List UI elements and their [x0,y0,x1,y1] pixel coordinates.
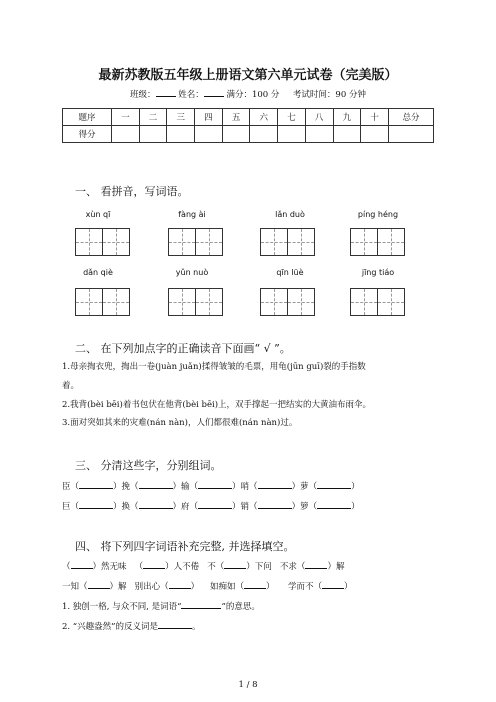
char-label: 巨（ [62,502,80,512]
idiom-part: ） [190,582,200,592]
idiom-row [62,580,452,593]
score-label: 得分 [63,126,112,143]
class-label: 班级： [130,90,156,100]
char-label: ）哨（ [232,482,258,492]
answer-blank[interactable] [258,500,292,509]
full-score: 满分：100 分 [226,90,280,100]
score-input[interactable] [389,126,434,143]
score-input[interactable] [278,126,306,143]
idiom-part: ）解 [327,562,345,572]
question-text: ”的意思。 [221,602,260,612]
name-blank[interactable] [204,88,224,97]
name-label: 姓名： [178,90,204,100]
word-row [62,500,452,513]
section-1-heading: 一、 看拼音，写词语。 [75,185,189,198]
writing-grid[interactable] [168,288,223,316]
idiom-part: ）人不倦 [165,562,200,572]
question-line: 2.我背(bèi bēi)着书包伏在他背(bèi bēi)上，双手撑起一把结实的大黄油布雨伞。 [62,400,372,410]
idiom-part: ） [266,582,275,592]
idiom-part: 一知（ [62,582,88,592]
page-title: 最新苏教版五年级上册语文第六单元试卷（完美版） [98,68,398,83]
char-label: 臣（ [62,482,80,492]
idiom-part: ）解 [109,582,127,592]
score-input[interactable] [250,126,278,143]
writing-grid[interactable] [75,288,130,316]
pinyin-label: píng héng [357,210,399,219]
score-value-row [63,126,434,143]
char-label: ）萝（ [291,482,318,492]
answer-blank[interactable] [169,580,191,589]
idiom-row [62,560,452,573]
answer-blank[interactable] [158,620,192,629]
score-input[interactable] [195,126,223,143]
section-4-heading: 四、 将下列四字词语补充完整, 并选择填空。 [75,540,295,553]
idiom-part: ） [344,582,353,592]
answer-blank[interactable] [139,500,173,509]
answer-blank[interactable] [79,500,113,509]
answer-blank[interactable] [305,560,327,569]
question-line [62,620,452,633]
word-row [62,480,452,493]
question-text: 1. 独创一格, 与众不同, 是词语“ [62,602,182,612]
exam-time: 考试时间：90 分钟 [292,90,366,100]
pinyin-label: yǔn nuò [175,268,209,277]
answer-blank[interactable] [71,560,93,569]
pinyin-label: fàng ài [178,210,206,219]
writing-grid[interactable] [75,228,130,256]
score-input[interactable] [112,126,140,143]
answer-blank[interactable] [143,560,165,569]
score-input[interactable] [305,126,333,143]
char-label: ）输（ [172,482,199,492]
idiom-part: 不（ [207,562,225,572]
exam-info [0,88,496,100]
score-cell: 五 [222,109,250,126]
idiom-part: ）下问 [246,562,272,572]
score-cell: 十 [361,109,389,126]
pinyin-label: jīng tiáo [361,268,395,277]
idiom-part: 别出心（ [134,582,169,592]
char-label: ）销（ [232,502,258,512]
score-header-row [63,109,434,126]
score-cell: 题序 [63,109,112,126]
answer-blank[interactable] [224,560,246,569]
answer-blank[interactable] [88,580,110,589]
page-number: 1 / 8 [238,680,258,690]
question-line [62,600,452,613]
idiom-part: 学而不（ [288,582,323,592]
question-text: 2. “兴趣盎然”的反义词是 [62,622,159,632]
char-label: ）挽（ [113,482,139,492]
char-label: ）箩（ [291,502,318,512]
answer-blank[interactable] [244,580,266,589]
score-cell: 总分 [389,109,434,126]
idiom-part: 如痴如（ [209,582,244,592]
question-line: 3.面对突如其来的灾难(nán nàn)，人们都很难(nán nàn)过。 [62,418,298,428]
score-cell: 四 [195,109,223,126]
score-cell: 三 [167,109,195,126]
score-input[interactable] [361,126,389,143]
question-line: 1.母亲掏衣兜，掏出一卷(juàn juǎn)揉得皱皱的毛票，用龟(jūn guī)裂的手指数 [62,362,366,372]
score-cell: 六 [250,109,278,126]
answer-blank[interactable] [139,480,173,489]
score-input[interactable] [333,126,361,143]
answer-blank[interactable] [181,600,221,609]
writing-grid[interactable] [350,288,405,316]
char-label: ） [351,502,360,512]
score-input[interactable] [167,126,195,143]
score-cell: 二 [139,109,167,126]
writing-grid[interactable] [350,228,405,256]
char-label: ）府（ [172,502,199,512]
answer-blank[interactable] [258,480,292,489]
score-cell: 七 [278,109,306,126]
score-table [62,108,434,143]
section-3-heading: 三、 分清这些字，分别组词。 [75,459,222,472]
section-2-heading: 二、 在下列加点字的正确读音下面画“ √ ”。 [75,342,291,355]
answer-blank[interactable] [317,500,351,509]
question-text: 。 [192,622,201,632]
answer-blank[interactable] [198,480,232,489]
answer-blank[interactable] [79,480,113,489]
idiom-part: ）然无味 [92,562,127,572]
idiom-part: 不求（ [279,562,306,572]
char-label: ）换（ [113,502,139,512]
score-cell: 九 [333,109,361,126]
score-cell: 八 [305,109,333,126]
score-input[interactable] [222,126,250,143]
pinyin-label: dǎn qiè [83,268,113,277]
pinyin-label: lǎn duò [275,210,305,219]
question-line: 着。 [62,381,80,391]
score-cell: 一 [112,109,140,126]
answer-blank[interactable] [198,500,232,509]
writing-grid[interactable] [260,228,315,256]
idiom-part: （ [134,562,144,572]
answer-blank[interactable] [322,580,344,589]
writing-grid[interactable] [260,288,315,316]
idiom-part: （ [62,562,71,572]
answer-blank[interactable] [317,480,351,489]
pinyin-label: qīn lüè [276,268,304,277]
class-blank[interactable] [156,88,176,97]
score-input[interactable] [139,126,167,143]
writing-grid[interactable] [168,228,223,256]
char-label: ） [351,482,360,492]
pinyin-label: xùn qī [85,210,111,219]
